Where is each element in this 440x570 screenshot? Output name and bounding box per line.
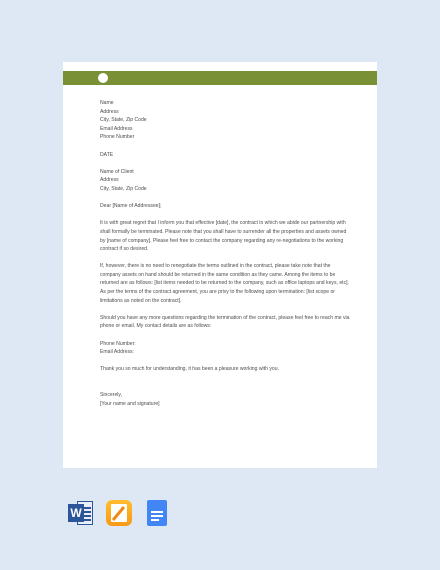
recipient-name: Name of Client: [100, 168, 134, 175]
sender-phone: Phone Number: [100, 134, 135, 141]
sender-name: Name: [100, 100, 114, 106]
letter-body: [100, 99, 350, 408]
paragraph-3: Should you have any more questions regarding the termination of the contract, please feel free to reach me via phone or email. My contact details are as follows:: [100, 314, 350, 330]
letter-page: [63, 62, 377, 468]
paragraph-1: It is with great regret that I inform you that effective [date], the contract in which we abide our partnership with shall formally be terminated. Please note that you shall have to surrender all the properties and assets owned by [name of company]. Please feel free to contact the company regarding any re-negotiations to the working contract if so desired.: [100, 220, 347, 253]
contact-phone: Phone Number:: [100, 340, 136, 347]
paragraph-2: If, however, there is no need to renegotiate the terms outlined in the contract, please take note that the company assets on hand should be returned in the same condition as they came. Among the items to be returned are as follows: [list items needed to be returned to the company, such as office laptops and keys, etc]. As per the terms of the contract agreement, you are privy to the following upon termination: [list scope or limitations as noted on the contract].: [100, 263, 349, 304]
letter-date: DATE: [100, 151, 114, 158]
closing: Sincerely,: [100, 392, 122, 399]
header-dot: [98, 73, 108, 83]
sender-email: Email Address: [100, 125, 133, 132]
sender-city: City, State, Zip Code: [100, 117, 147, 124]
thanks-line: Thank you so much for understanding, it has been a pleasure working with you.: [100, 366, 279, 373]
recipient-address: Address: [100, 177, 119, 184]
app-icons: [68, 500, 170, 526]
recipient-city: City, State, Zip Code: [100, 185, 147, 192]
signature: [Your name and signature]: [100, 400, 160, 407]
microsoft-word-icon[interactable]: W: [68, 500, 94, 526]
salutation: Dear [Name of Addressee];: [100, 203, 162, 210]
contact-email: Email Address:: [100, 349, 134, 356]
sender-address: Address: [100, 108, 119, 115]
header-band: [63, 71, 377, 85]
apple-pages-icon[interactable]: [106, 500, 132, 526]
google-docs-icon[interactable]: [144, 500, 170, 526]
